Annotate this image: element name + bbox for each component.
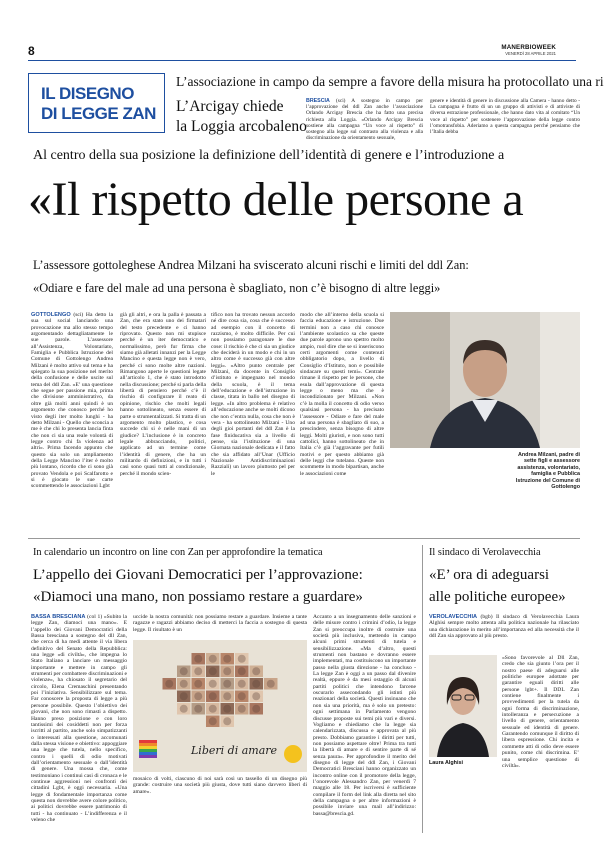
collage-face [165,680,173,688]
rainbow-flag-stripe [139,752,157,755]
giovani-headline-line1: L’appello dei Giovani Democratici per l’approvazione: [33,567,363,583]
collage-face [194,667,202,675]
main-kicker: Al centro della sua posizione la definizione dell’identità di genere e l’introduzione a [33,148,505,163]
collage-face [238,667,246,675]
section-divider [28,538,580,539]
gd-logo-icon [284,745,302,763]
collage-face [194,705,202,713]
masthead: MANERBIOWEEK [501,44,556,51]
collage-face [209,655,217,663]
dateline: BRESCIA [306,98,330,104]
collage-caption: Liberi di amare [191,744,278,757]
collage-face [209,692,217,700]
photo-caption-milzani: Andrea Milzani, padre di sette figli e assessore assistenza, volontariato, famiglia e Pubblica Istruzione del Comune di Gottolengo [515,452,580,491]
woman-silhouette-icon [429,655,497,757]
collage-face [238,692,246,700]
article-text: (sci) Ha detto la sua sul social lanciando una provocazione ma allo stesso tempo argomentando dettagliatamente le sue parole. L’assessore all’Assistenza, Volontariato, Famiglia e Pubblica Istruzione del Comune di Gottolengo Andrea Milzani è molto attivo sul tema e ha spiegato la sua posizione nel merito della confusione e delle uscite sul tema del ddl Zan. «E’ una questione che segue per passione mia, prima che divisione amministrativo, da oltre già molti anni quindi è un argomento che conosco perché ho visto degli iter molto lunghi - ha detto Milzani - Quello che sconcia a me è che chi lo presenta lancia finta che non ci sia una reale volontà di legge contro chi fa violenza ad altri». Prima facendo appunto che questo sia solo un ampliamento della Legge Mancino l’iter è molto più lontano, ricordo che ci sono già provato Vendola e poi Scalfarotto e si è giocato le sue carte scommettendo le associazioni Lgbt [31,312,113,490]
sindaco-column-2: «Sono favorevole al Dll Zan, credo che sia giunto l’ora per il nostro paese di adeguarsi alle politiche europee adottate per garantire eguali diritti alle persone lgbt+. Il DDL Zan contiene finalmente i provvedimenti per la tutela da ogni forma di discriminazione, intolleranza e persecuzione a livello di genere, orientamento sessuale ed identità di genere. Garantendo comunque il diritto di libera espressione. Chi incita e commette atti di odio deve essere punito, come chi discrimina. E’ una semplice questione di civiltà». [502,655,579,769]
article-text: (bgb) Il sindaco di Verolavecchia Laura Alghisi sempre molto attenta alla politica nazionale ha rilasciato una dichiarazione in merito all’importanza ed alla necessità che il ddl Zan sia approvato al più presto. [429,614,579,640]
sindaco-headline-line2: alle politiche europee» [429,589,566,605]
top-banner-subhead-line1: L’Arcigay chiede [176,98,284,115]
top-banner-column-1 [306,98,423,142]
main-headline: «Il rispetto delle persone a [28,173,524,226]
collage-face [252,705,260,713]
sindaco-column-1 [429,614,579,652]
collage-face [180,692,188,700]
rainbow-flag-stripe [139,743,157,746]
issue-date: VENERDÌ 28 APRILE 2021 [505,51,556,56]
giovani-column-1 [31,614,127,828]
collage-face [209,705,217,713]
header-rule [28,60,576,61]
section-label-line2: DI LEGGE ZAN [41,104,156,123]
collage-face [223,717,231,725]
top-banner-headline: L’associazione in campo da sempre a favore della misura ha protocollato una ri [176,74,604,89]
dateline: VEROLAVECCHIA [429,614,478,620]
giovani-kicker: In calendario un incontro on line con Zan per approfondire la tematica [33,547,323,558]
portrait-photo-milzani [390,312,580,448]
main-column-2: già gli altri, e ora la palla è passata a Zan, che era stato uno dei firmatari del testo precedente e ci hanno riprovato. Questo non mi stupisce perché è un iter democratico e normalissimo, però fur firma che siamo già alletati innanzi per la Legge Mancino e questa legge non è vero, perché ci sono molte altre nazioni. Rimangono aperte le questioni legate all’articolo 1, che è stato introdotto nella discussione; perché si parla della libertà di pensiero perché c’è il rischio di configurare il reato di opinione, rischio che molti legali hanno sottolineato, senza essere di parte o strumentalizzati. Si tratta di un argomento molto plastico, e cosa succede chi si è nelle mani di un giudice? L’inclusione è in concreto legale abbracciando, politici, applicato ad un termine come l’identità di genere, che ha un militardo di definizioni, e in tutti i casi sono quasi tutti al condizionale, perché il mondo scien- [120,312,206,477]
collage-face [223,692,231,700]
collage-face [180,705,188,713]
dateline: BASSA BRESCIANA [31,614,86,620]
collage-face [209,667,217,675]
collage-face [223,680,231,688]
giovani-headline-line2: «Diamoci una mano, non possiamo restare a guardare» [33,589,363,605]
photo-caption-alghisi: Laura Alghisi [429,760,463,766]
rainbow-flag-stripe [139,746,157,749]
top-banner-column-2: genere e identità di genere in discussione alla Camera - hanno detto - La campagna è frutto di un un gruppo di attivisti e di attiviste di diversa estrazione professionale, che hanno dato vita al comitato “Un voce al rispetto” per sostenere l’approvazione della legge contro l’omotransfobia. Aderiamo a questa campagna perché pensiamo che l’Italia debba [430,98,580,136]
collage-face [223,667,231,675]
section-label-line1: IL DISEGNO [41,84,134,103]
collage-face [194,680,202,688]
collage-face [238,680,246,688]
article-text: (sci) A sostegno in campo per l’approvazione del ddl Zan anche l’associazione Orlando Arcigay Brescia che ha fatto una precisa richiesta alla Loggia. «Orlando Arcigay Brescia sostiene alla campagna “Un voce al rispetto” di sostegno alla legge sul contrasto alla violenza e alla discriminazione da orientamento sessuale, [306,98,423,142]
collage-face [180,680,188,688]
collage-face [209,680,217,688]
top-banner-subhead-line2: la Loggia arcobaleno [176,118,307,135]
main-column-3: tifico non ha trovato nessun accordo né dire cosa sia, cosa che è successo ad esempio con il concetto di razzismo, è molto difficile. Per cui non possiamo paragonare le due cose: il rischio è che ci sia un giudice che deciderà in un modo e chi in un altro come è successo già con altre leggi». «Altro punto centrale per Milzani, da docente in Consiglio d’istituto e impegnato nel mondo della scuola, è il tema dell’educazione e dell’istruzione in classe, titata in ballo nel disegno di legge. «In altro problema è relativo all’educazione anche se molti dicono che non c’entra nulla, cosa che non è vera - ha sottolineato Milzani - Uno degli gioi portanti del ddl Zan è la fase finiducativa sia a livello di pense, sia l’istituzione di una Giornata nazionale dedicata e il fatto che sia affidato all’Unar (Ufficio Nazionale Antidiscriminazioni Razziali) un lavoro piuttosto pel per le [211,312,295,477]
rainbow-flag-stripe [139,749,157,752]
section-label-box [28,73,165,133]
rainbow-flag-stripe [139,740,157,743]
collage-face [180,667,188,675]
main-column-4: modo che all’interno della scuola si faccia educazione e istruzione. Due termini non a caso chi conosce l’ambiente scolastico sa che queste due parole aprono uno spettro molto ampio, ruol dire che se si inseriscono certi argomenti come contenuti obbligatorio dopo, a livello di Consiglio d’Istituto, non e possibile sindacare su questi temi». Centrale rimane il rispetto per le persone, che esula dall’approvazione di questa legge o meno ma che è incondizionato per Milzani. «Non c’è la molla il concetto di odio verso qualsiasi persona - ha precisato l’assessore - Odiare e fare del male ad una persona è sbagliato di suo, a prescindere, senza bisogno di altre leggi. Molti giuristi, e non sono tutti cattolici, hanno sottolineato che in Italia c’è già l’aggravante per futili motivi e per questo abbiamo già delle leggi che tutelano. Queste non scommette in modo bipartisan, anche le associazioni come [300,312,384,477]
page-number: 8 [28,44,35,58]
sindaco-kicker: Il sindaco di Verolavecchia [429,547,541,558]
collage-face [238,705,246,713]
rainbow-flag-stripe [139,755,157,758]
faces-collage [133,640,307,772]
dateline: GOTTOLENGO [31,312,71,318]
collage-face [209,717,217,725]
collage-face [267,680,275,688]
giovani-column-3: Accanto a un insegnamento delle sanzioni e delle misure contro i crimini d’odio, la legge Zan si preoccupa inoltre di costruire una società più inclusiva, mettendo in campo alcuni primi strumenti di tutela e sensibilizzazione. «Ma d’altro, questi strumenti non bastano e dovranno essere implementati, ma costituiscono un importante passo nella giusta direzione - ha concluso - La legge Zan è oggi a un passo dal divenire realtà, eppure è da mesi ostaggio di alcuni partiti politici che intendono farcene oscurarlo assecondando gli istinti più reazionari della società. Questi insinuano che non sia una priorità, ma è solo un pretesto: ogni settimana in Parlamento vengono discusse proposte sui temi più vari e diversi. Vogliamo e chiediamo che la legge sia calendarizzata, discussa e approvata al più presto. Dobbiamo garantire i diritti per tutti, non possiamo aspettare oltre! Prima tra tutti la libertà di amare e di sentire parte di sé senza paura». Per approfondire il merito del disegno di legge del ddl Zan, i Giovani Democratici Bresciani hanno organizzato un incontro online con il promotore della legge, l’onorevole Alessandro Zan, per venerdì 7 maggio alle 18. Per iscriversi è sufficiente compilare il form del link alla diretta nel sito della campagna o per altre informazioni è possibile inviare una mail all’indirizzo: bassa@brescia.gd. [313,614,416,817]
main-deck-line1: L’assessore gottoleghese Andrea Milzani ha sviscerato alcuni rischi e limiti del ddl Zan: [33,258,469,272]
collage-face [252,667,260,675]
collage-face [194,692,202,700]
main-deck-line2: «Odiare e fare del male ad una persona è sbagliato, non c’è bisogno di altre leggi» [33,281,441,295]
collage-face [252,692,260,700]
collage-face [252,680,260,688]
collage-face [223,655,231,663]
column-divider [422,545,423,833]
sindaco-headline-line1: «E’ ora di adeguarsi [429,567,550,583]
collage-face [194,655,202,663]
giovani-column-2: uccide la nostra comunità: non possiamo restare a guardare. Insieme a tante ragazze e ragazzi abbiamo deciso di metterci la faccia a sostegno di questa legge. Il risultato è un [133,614,307,633]
giovani-column-2-after: mosaico di volti, ciascuno di noi sarà così un tassello di un disegno più grande: costruire una società più giusta, dove tutti siano davvero liberi di amare». [133,776,307,795]
article-text: (col 1) «Subito la legge Zan, diamoci una mano». E l’appello dei Giovani Democratici della Bassa bresciana a sostegno del dll Zan, che cerca di ha medi attente il via libera definitivo del Senato della Repubblica: una legge «di civiltà», che impegna lo Stato Italiano a lanciare un messaggio importante e mettere in campo gli strumenti per combattere discriminazioni e violenze», ha chiosato il segretario del circolo, Elena Cremaschini presentando poi l’iniziativa. Sensibilizzare sul tema. Far conoscere la proposta di legge a più persone possibile. Questo l’obiettivo dei giovani, che non sono rimasti a dispetto. Hanno preso posizione e con loro tantissimi dei cosiddetti non per forza iscritti al partito, anche solo simpatizzanti o interessati alla questione, accomunati dalla stessa visione e obiettivo: appoggiare una legge che tutela, nello specifico, contro i quelli di odio motivati dall’orientamento sessuale o dall’identità di genere. Una mossa che, come testimoniano i continui casi di cronaca e le continue aggressioni nei confronti dei cittadini Lgbt, è oggi necessaria. «Una legge di fondamentale importanza come questa non dovrebbe avere colore politico, ai politici dovrebbe essere patrimonio di tutti - ha continuato - L’indifferenza e il veleno che [31,614,127,823]
collage-face [223,705,231,713]
collage-face [238,655,246,663]
main-column-1 [31,312,113,526]
portrait-photo-alghisi [429,655,497,757]
man-silhouette-icon [390,312,580,448]
